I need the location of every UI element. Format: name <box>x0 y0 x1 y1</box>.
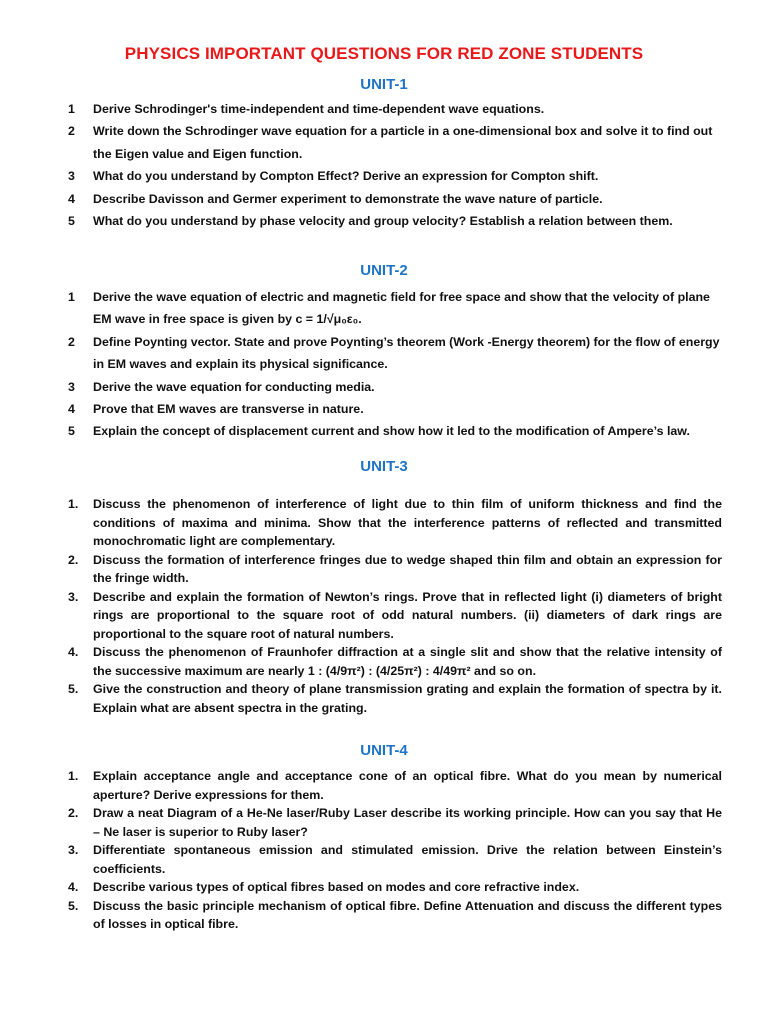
unit-3-questions <box>68 495 722 717</box>
question-number: 4 <box>68 191 75 206</box>
question-text: Discuss the formation of interference fringes due to wedge shaped thin film and obtain an expression for the fringe width. <box>93 552 722 585</box>
list-item <box>68 878 722 897</box>
list-item <box>68 331 722 376</box>
question-number: 4. <box>68 880 79 894</box>
question-number: 3 <box>68 379 75 394</box>
question-text: Discuss the basic principle mechanism of optical fibre. Define Attenuation and discuss the different types of losses in optical fibre. <box>93 898 722 931</box>
list-item <box>68 286 722 331</box>
question-text: Define Poynting vector. State and prove Poynting’s theorem (Work -Energy theorem) for the flow of energy in EM waves and explain its physical significance. <box>93 334 720 372</box>
question-text: Differentiate spontaneous emission and stimulated emission. Drive the relation between Einstein’s coefficients. <box>93 843 722 876</box>
question-number: 2. <box>68 806 79 820</box>
list-item <box>68 376 722 398</box>
list-item <box>68 897 722 934</box>
unit-1-heading: UNIT-1 <box>360 76 408 93</box>
question-number: 5 <box>68 424 75 439</box>
list-item <box>68 767 722 804</box>
question-text: Derive the wave equation of electric and magnetic field for free space and show that the velocity of plane EM wave in free space is given by c = 1/√μ₀ε₀. <box>93 290 710 327</box>
question-text: Explain acceptance angle and acceptance cone of an optical fibre. What do you mean by numerical aperture? Derive expressions for them. <box>93 769 722 802</box>
question-number: 3 <box>68 169 75 184</box>
question-text: Derive Schrodinger's time-independent and time-dependent wave equations. <box>93 102 545 116</box>
unit-2-questions <box>68 286 722 443</box>
question-text: Describe and explain the formation of Newton’s rings. Prove that in reflected light (i) diameters of bright rings are proportional to the square root of odd natural numbers. (ii) diameters of dark rings are proportional to the square root of natural numbers. <box>93 589 722 641</box>
question-number: 2 <box>68 334 75 349</box>
unit-4-heading: UNIT-4 <box>360 742 408 759</box>
question-text: Describe Davisson and Germer experiment to demonstrate the wave nature of particle. <box>93 191 603 206</box>
list-item <box>68 643 722 680</box>
question-text: Discuss the phenomenon of Fraunhofer diffraction at a single slit and show that the relative intensity of the successive maximum are nearly 1 : (4/9π²) : (4/25π²) : 4/49π² and so on. <box>93 645 722 678</box>
question-text: Explain the concept of displacement current and show how it led to the modification of Ampere’s law. <box>93 424 690 439</box>
list-item <box>68 398 722 420</box>
question-text: Prove that EM waves are transverse in nature. <box>93 402 364 417</box>
question-text: Discuss the phenomenon of interference of light due to thin film of uniform thickness and find the conditions of maxima and minima. Show that the interference patterns of reflected and transmitted monochromatic light are complementary. <box>93 497 722 548</box>
question-number: 2 <box>68 124 75 139</box>
question-text: Describe various types of optical fibres based on modes and core refractive index. <box>93 880 580 894</box>
question-text: Derive the wave equation for conducting media. <box>93 379 375 394</box>
question-number: 1 <box>68 290 75 304</box>
question-number: 5 <box>68 214 75 229</box>
list-item <box>68 120 722 165</box>
unit-4-questions <box>68 767 722 934</box>
list-item <box>68 680 722 717</box>
unit-3-heading: UNIT-3 <box>360 458 408 475</box>
question-text: Draw a neat Diagram of a He-Ne laser/Ruby Laser describe its working principle. How can you say that He – Ne laser is superior to Ruby laser? <box>93 806 722 839</box>
list-item <box>68 495 722 551</box>
question-number: 1. <box>68 769 79 783</box>
question-number: 5. <box>68 682 79 696</box>
list-item <box>68 588 722 644</box>
list-item <box>68 551 722 588</box>
question-number: 4. <box>68 645 79 659</box>
question-number: 2. <box>68 552 79 567</box>
question-number: 1 <box>68 102 75 116</box>
list-item <box>68 420 722 442</box>
question-number: 5. <box>68 898 79 913</box>
list-item <box>68 841 722 878</box>
unit-1-questions <box>68 98 722 232</box>
question-text: Write down the Schrodinger wave equation for a particle in a one-dimensional box and solve it to find out the Eigen value and Eigen function. <box>93 124 713 161</box>
question-number: 1. <box>68 497 79 511</box>
question-number: 3. <box>68 589 79 604</box>
list-item <box>68 210 722 232</box>
question-text: What do you understand by Compton Effect? Derive an expression for Compton shift. <box>93 169 599 184</box>
list-item <box>68 188 722 210</box>
question-text: What do you understand by phase velocity and group velocity? Establish a relation between them. <box>93 214 673 229</box>
list-item <box>68 98 722 120</box>
unit-2-heading: UNIT-2 <box>360 262 408 279</box>
list-item <box>68 804 722 841</box>
question-number: 4 <box>68 402 75 417</box>
list-item <box>68 165 722 187</box>
question-number: 3. <box>68 843 79 857</box>
question-text: Give the construction and theory of plane transmission grating and explain the formation of spectra by it. Explain what are absent spectra in the grating. <box>93 682 722 715</box>
document-title: PHYSICS IMPORTANT QUESTIONS FOR RED ZONE STUDENTS <box>124 44 644 63</box>
